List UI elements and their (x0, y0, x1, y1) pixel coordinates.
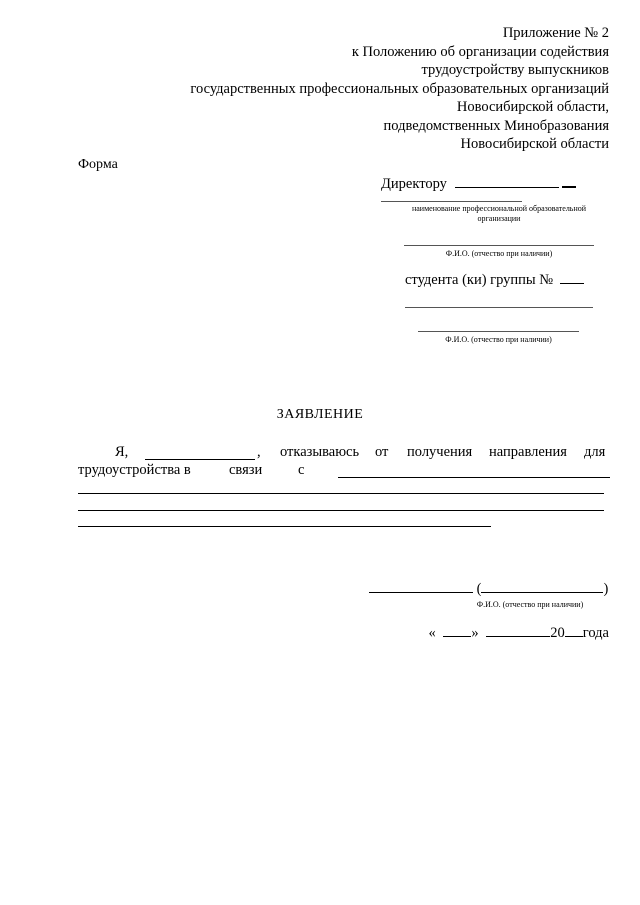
year-blank[interactable] (565, 624, 583, 637)
month-blank[interactable] (486, 624, 550, 637)
reason-line-1[interactable] (338, 477, 610, 478)
applicant-name-blank[interactable] (145, 459, 255, 460)
org-caption-line-1: наименование профессиональной образовательной (411, 204, 587, 213)
signature-blank[interactable] (369, 580, 473, 593)
date-line (429, 624, 609, 642)
date-close-quote: » (471, 625, 479, 641)
form-label: Форма (78, 157, 118, 172)
reason-line-3[interactable] (78, 510, 604, 511)
student-fio-line[interactable] (418, 331, 579, 332)
reason-line-4[interactable] (78, 526, 491, 527)
statement-word-5: для (584, 444, 606, 460)
appendix-line-3: трудоустройству выпускников (421, 62, 609, 78)
student-name-line[interactable] (405, 307, 593, 308)
group-number-blank[interactable] (560, 271, 584, 284)
signature-caption: Ф.И.О. (отчество при наличии) (476, 600, 584, 609)
statement-word-1: отказываюсь (280, 444, 360, 460)
appendix-line-6: подведомственных Минобразования (383, 117, 609, 134)
director-fio-caption: Ф.И.О. (отчество при наличии) (445, 249, 553, 258)
statement-word-4: направления (489, 444, 567, 460)
signature-fio-blank[interactable] (481, 580, 603, 593)
appendix-line-4: государственных профессиональных образовательных организаций (190, 80, 609, 97)
org-caption (384, 204, 614, 224)
director-name-blank[interactable] (455, 175, 559, 188)
appendix-line-1: Приложение № 2 (502, 25, 609, 41)
date-open-quote: « (428, 625, 436, 641)
appendix-line-5: Новосибирской области, (456, 99, 609, 115)
document-title: ЗАЯВЛЕНИЕ (276, 407, 364, 422)
statement-word-2: от (375, 444, 389, 460)
statement-word-3: получения (407, 444, 473, 460)
year-word: года (582, 625, 609, 641)
day-blank[interactable] (443, 624, 471, 637)
student-fio-caption: Ф.И.О. (отчество при наличии) (445, 335, 552, 344)
org-name-line[interactable] (381, 201, 522, 202)
student-label: студента (ки) группы № (405, 272, 554, 288)
statement-ya: Я, (115, 444, 129, 460)
org-caption-line-2: организации (477, 214, 521, 223)
director-fio-line[interactable] (404, 245, 594, 246)
statement-comma: , (257, 444, 261, 460)
signature-open-paren: ( (476, 581, 482, 597)
reason-line-2[interactable] (78, 493, 604, 494)
director-line (381, 174, 576, 193)
statement-word-6: трудоустройства в (78, 462, 191, 478)
signature-line (369, 580, 608, 598)
statement-word-7: связи (229, 462, 263, 478)
year-prefix: 20 (550, 625, 565, 641)
signature-close-paren: ) (603, 581, 609, 597)
appendix-line-7: Новосибирской области (460, 136, 609, 152)
director-label: Директору (381, 176, 447, 192)
appendix-header (190, 24, 609, 154)
statement-word-8: с (298, 462, 305, 478)
appendix-line-2: к Положению об организации содействия (351, 43, 609, 60)
director-name-blank-end (562, 174, 576, 188)
student-line (405, 271, 584, 289)
